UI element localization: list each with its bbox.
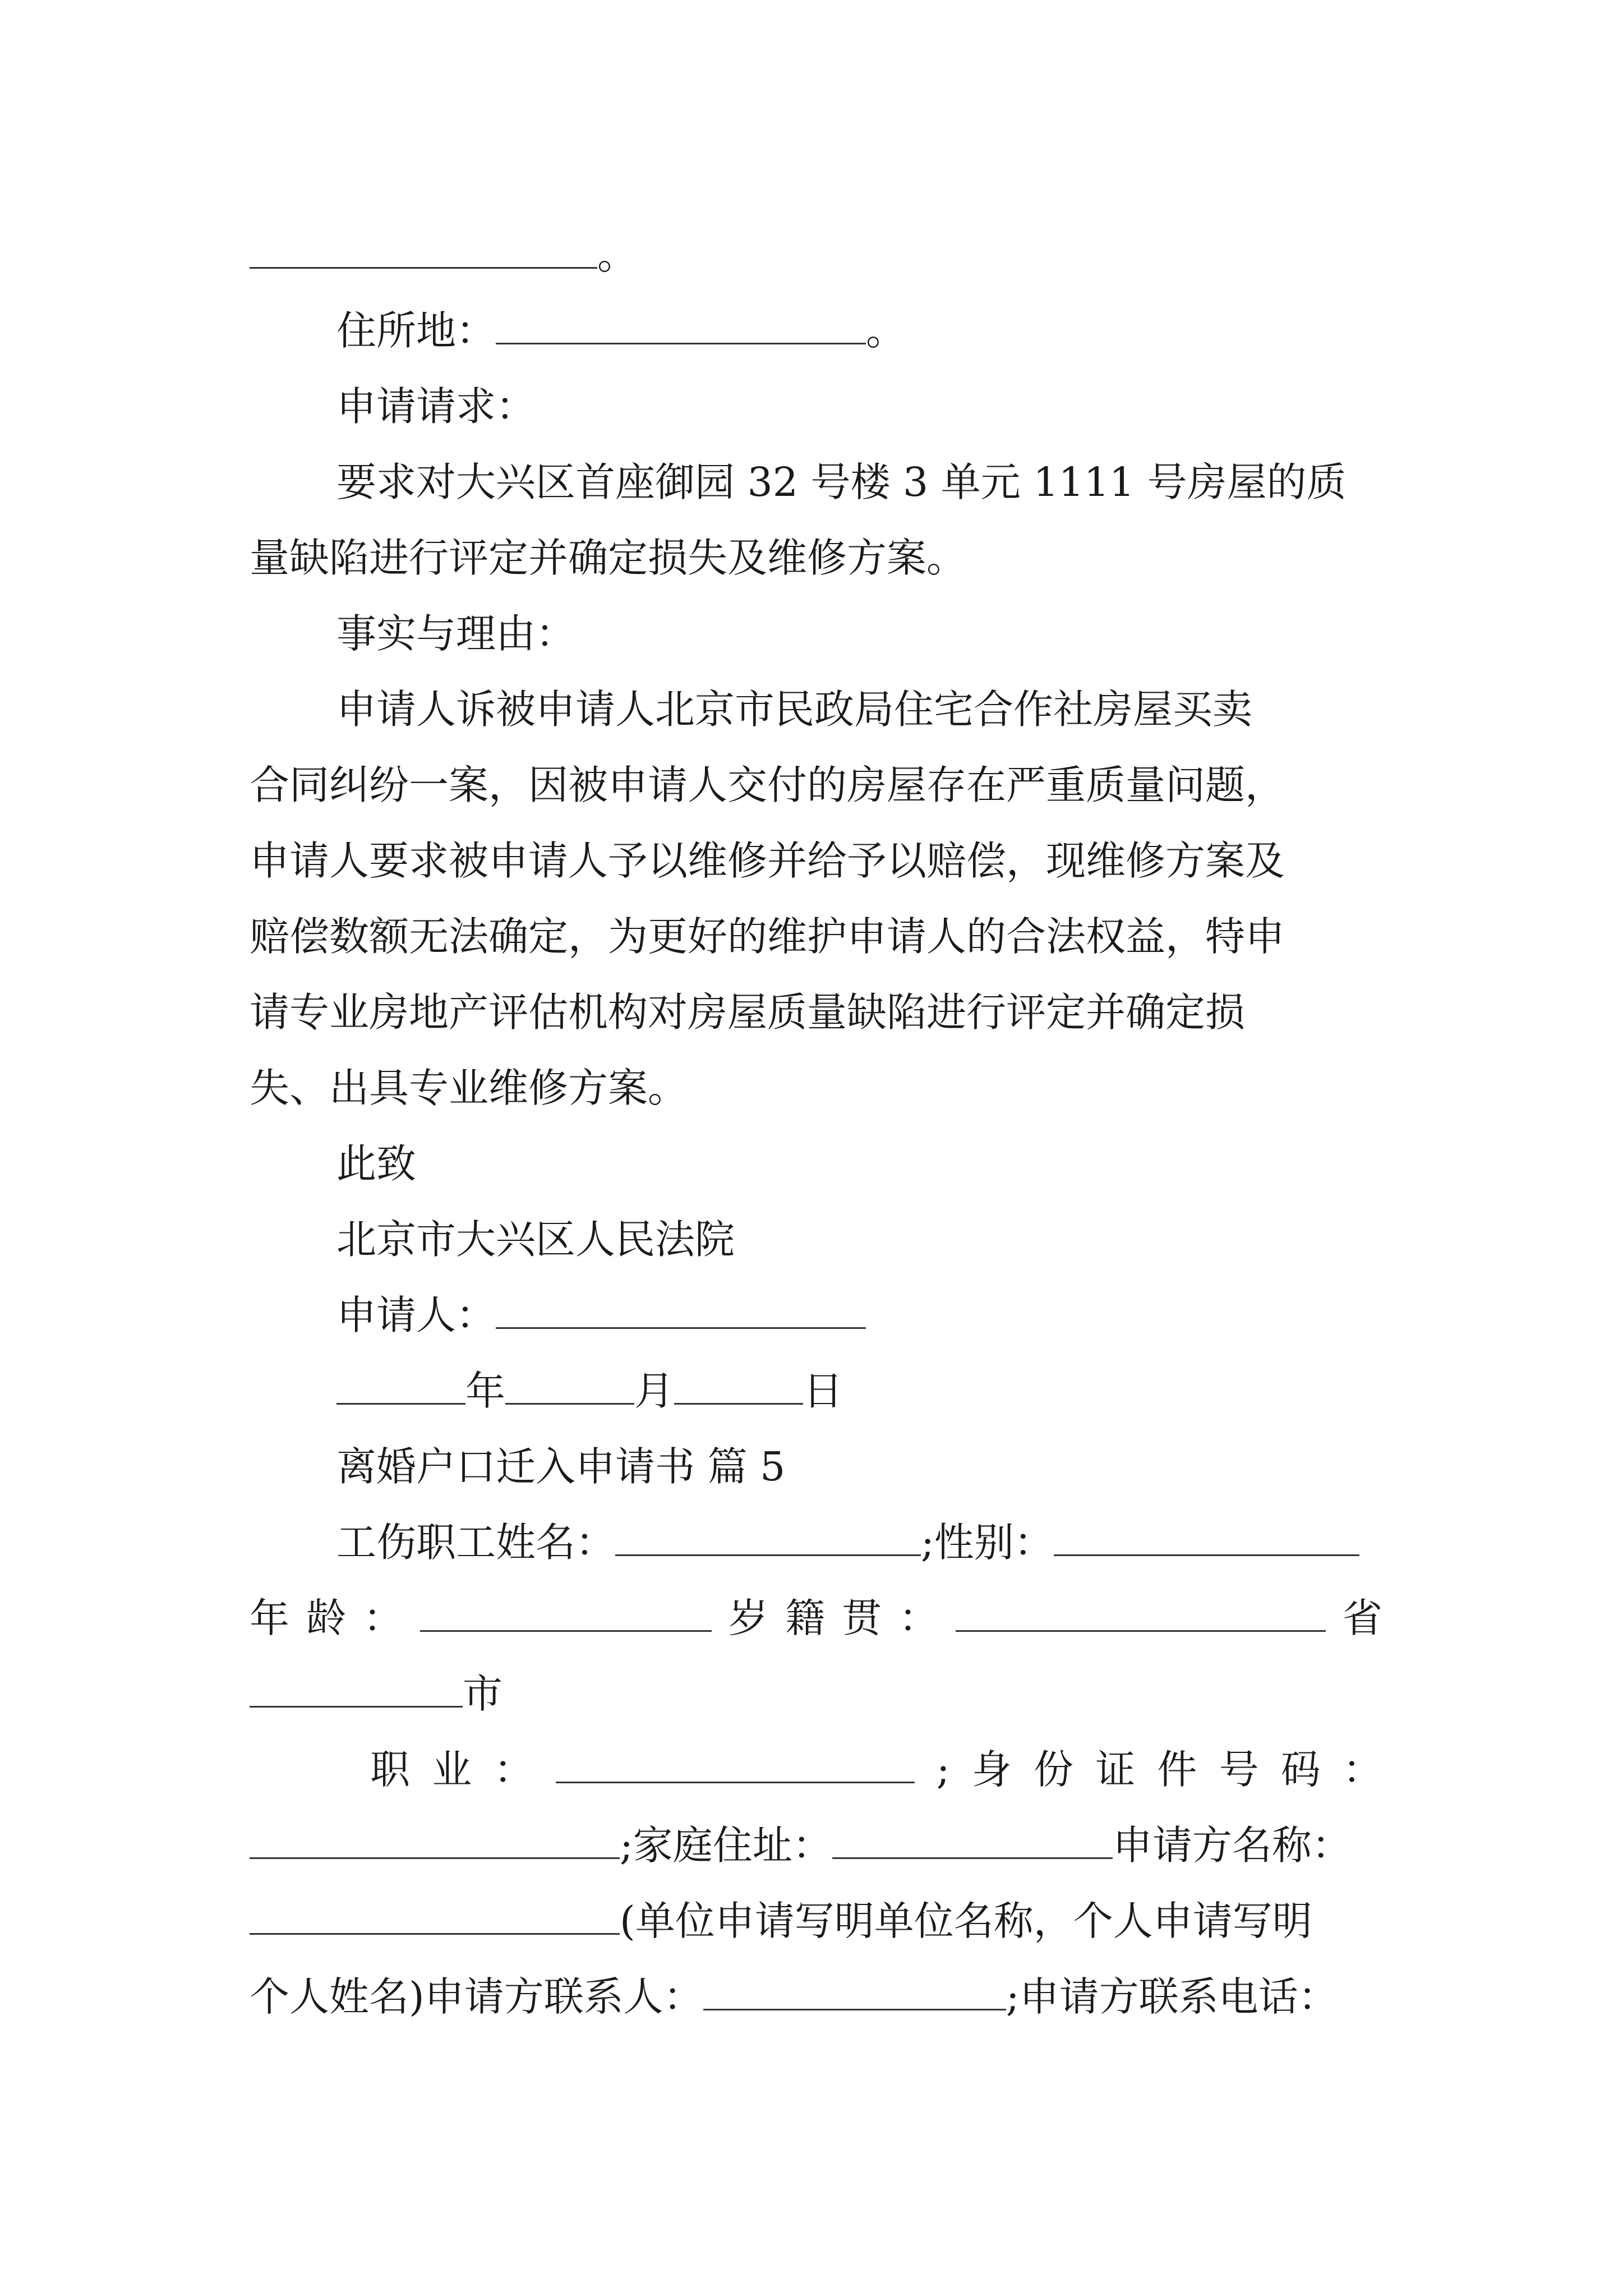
facts-text-line: 请专业房地产评估机构对房屋质量缺陷进行评定并确定损 bbox=[250, 989, 1246, 1036]
contact-label: 个人姓名)申请方联系人： bbox=[250, 1973, 703, 2020]
facts-heading: 事实与理由： bbox=[336, 610, 576, 657]
city-blank[interactable] bbox=[250, 1667, 463, 1708]
id-char: 身 bbox=[971, 1746, 1012, 1793]
occupation-line bbox=[370, 1742, 1382, 1798]
day-blank[interactable] bbox=[674, 1364, 803, 1405]
occupation-char: 职 bbox=[370, 1746, 411, 1793]
occupation-blank[interactable] bbox=[556, 1742, 915, 1783]
id-char: ; bbox=[936, 1746, 950, 1793]
facts-text-line: 申请人诉被申请人北京市民政局住宅合作社房屋买卖 bbox=[336, 686, 1253, 733]
facts-text-line: 赔偿数额无法确定，为更好的维护申请人的合法权益，特申 bbox=[250, 913, 1285, 960]
province-label: 省 bbox=[1342, 1595, 1382, 1641]
city-label: 市 bbox=[463, 1671, 503, 1717]
id-char: 份 bbox=[1034, 1746, 1074, 1793]
year-blank[interactable] bbox=[336, 1364, 465, 1405]
city-line bbox=[250, 1666, 1382, 1722]
residence-label: 住所地： bbox=[336, 307, 496, 354]
year-label: 年 bbox=[465, 1368, 506, 1414]
request-text-line: 要求对大兴区首座御园 32 号楼 3 单元 1111 号房屋的质 bbox=[336, 459, 1347, 505]
applicant-line bbox=[336, 1287, 1469, 1343]
id-char: 号 bbox=[1219, 1746, 1259, 1793]
day-label: 日 bbox=[803, 1368, 843, 1414]
facts-text-line: 申请人要求被申请人予以维修并给予以赔偿，现维修方案及 bbox=[250, 838, 1285, 884]
date-line bbox=[336, 1363, 1469, 1419]
blank-field[interactable] bbox=[250, 228, 597, 269]
applicant-name-line bbox=[250, 1893, 1382, 1949]
request-text-line: 量缺陷进行评定并确定损失及维修方案。 bbox=[250, 535, 967, 581]
age-char: 年 bbox=[250, 1595, 290, 1641]
id-char: 证 bbox=[1095, 1746, 1136, 1793]
occupation-char: ： bbox=[494, 1746, 534, 1793]
age-char: 籍 bbox=[785, 1595, 826, 1641]
gender-label: ;性别： bbox=[921, 1519, 1054, 1566]
applicant-name-label: 申请方名称： bbox=[1112, 1822, 1352, 1869]
residence-blank[interactable] bbox=[496, 303, 866, 344]
applicant-label: 申请人： bbox=[336, 1292, 496, 1338]
id-char: 码 bbox=[1280, 1746, 1321, 1793]
age-line bbox=[250, 1590, 1382, 1646]
contact-phone-label: ;申请方联系电话： bbox=[1006, 1973, 1338, 2020]
salutation: 此致 bbox=[336, 1140, 417, 1187]
continuation-line: 。 bbox=[250, 227, 1382, 283]
id-char: ： bbox=[1342, 1746, 1382, 1793]
section-title: 离婚户口迁入申请书 篇 5 bbox=[336, 1443, 786, 1490]
age-char: 岁 bbox=[728, 1595, 768, 1641]
age-char: 贯 bbox=[842, 1595, 882, 1641]
month-blank[interactable] bbox=[505, 1364, 634, 1405]
contact-line bbox=[250, 1969, 1382, 2025]
address-line bbox=[250, 1818, 1382, 1874]
native-place-blank[interactable] bbox=[956, 1591, 1326, 1632]
home-address-blank[interactable] bbox=[832, 1818, 1113, 1859]
applicant-blank[interactable] bbox=[496, 1288, 866, 1329]
residence-line: 住所地： 。 bbox=[336, 303, 1469, 359]
request-heading: 申请请求： bbox=[336, 383, 536, 430]
age-blank[interactable] bbox=[420, 1591, 712, 1632]
age-char: 龄 bbox=[306, 1595, 347, 1641]
applicant-name-blank[interactable] bbox=[250, 1894, 620, 1935]
home-address-label: ;家庭住址： bbox=[620, 1822, 832, 1869]
id-number-blank[interactable] bbox=[250, 1818, 620, 1859]
contact-blank[interactable] bbox=[703, 1970, 1006, 2010]
worker-name-line bbox=[336, 1515, 1469, 1571]
court-name: 北京市大兴区人民法院 bbox=[336, 1216, 735, 1263]
facts-text-line: 合同纠纷一案，因被申请人交付的房屋存在严重质量问题， bbox=[250, 762, 1285, 808]
worker-name-blank[interactable] bbox=[615, 1515, 921, 1556]
age-char: ： bbox=[363, 1595, 403, 1641]
worker-name-label: 工伤职工姓名： bbox=[336, 1519, 616, 1566]
occupation-char: 业 bbox=[432, 1746, 472, 1793]
age-char: ： bbox=[898, 1595, 939, 1641]
month-label: 月 bbox=[634, 1368, 675, 1414]
gender-blank[interactable] bbox=[1054, 1515, 1359, 1556]
name-note: (单位申请写明单位名称，个人申请写明 bbox=[620, 1898, 1312, 1944]
facts-text-line: 失、出具专业维修方案。 bbox=[250, 1065, 688, 1111]
id-char: 件 bbox=[1157, 1746, 1197, 1793]
